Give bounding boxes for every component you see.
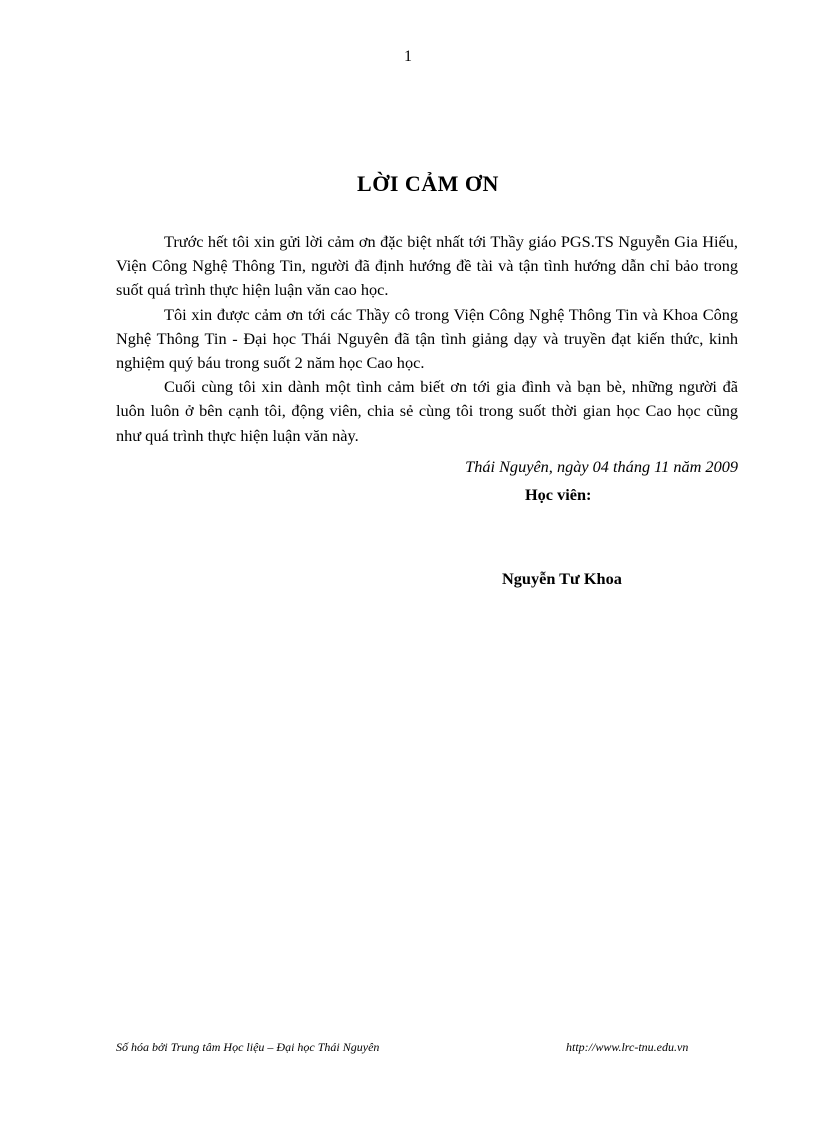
student-name: Nguyễn Tư Khoa xyxy=(502,569,622,588)
place-date: Thái Nguyên, ngày 04 tháng 11 năm 2009 xyxy=(465,457,738,476)
page-number: 1 xyxy=(404,48,412,65)
footer-source: Số hóa bởi Trung tâm Học liệu – Đại học Thái Nguyên xyxy=(116,1040,380,1054)
paragraph-1: Trước hết tôi xin gửi lời cảm ơn đặc biệt nhất tới Thầy giáo PGS.TS Nguyễn Gia Hiếu, Viện Công Nghệ Thông Tin, người đã định hướng đề tài và tận tình hướng dẫn chỉ bảo trong suốt quá trình thực hiện luận văn cao học. xyxy=(116,232,738,300)
acknowledgement-body xyxy=(116,230,738,448)
paragraph-2: Tôi xin được cảm ơn tới các Thầy cô trong Viện Công Nghệ Thông Tin và Khoa Công Nghệ Thông Tin - Đại học Thái Nguyên đã tận tình giảng dạy và truyền đạt kiến thức, kinh nghiệm quý báu trong suốt 2 năm học Cao học. xyxy=(116,304,738,373)
footer-url: http://www.lrc-tnu.edu.vn xyxy=(566,1040,689,1054)
student-label: Học viên: xyxy=(525,485,592,504)
paragraph-3: Cuối cùng tôi xin dành một tình cảm biết ơn tới gia đình và bạn bè, những người đã luôn luôn ở bên cạnh tôi, động viên, chia sẻ cùng tôi trong suốt thời gian học Cao học cũng như quá trình thực hiện luận văn này. xyxy=(116,377,738,445)
page-title: LỜI CẢM ƠN xyxy=(357,171,499,196)
